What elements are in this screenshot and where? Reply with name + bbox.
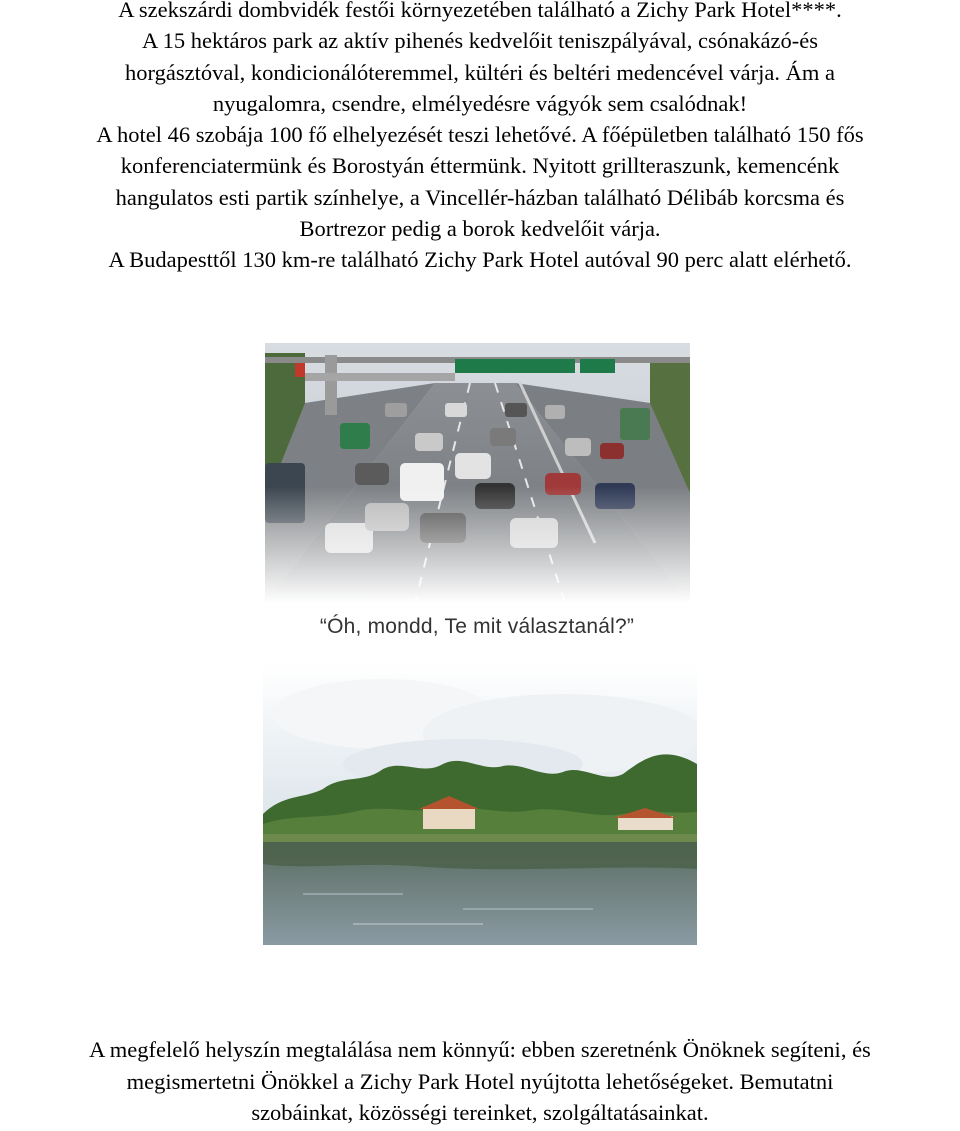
outro-text bbox=[0, 1034, 960, 1129]
intro-line: nyugalomra, csendre, elmélyedésre vágyók sem csalódnak! bbox=[212, 90, 748, 116]
outro-line: megismertetni Önökkel a Zichy Park Hotel nyújtotta lehetőségeket. Bemutatni bbox=[126, 1068, 834, 1094]
caption: “Óh, mondd, Te mit választanál?” bbox=[319, 615, 635, 638]
intro-line: horgásztóval, kondicionálóteremmel, kültéri és beltéri medencével várja. Ám a bbox=[125, 59, 835, 85]
intro-text bbox=[0, 0, 960, 276]
intro-line: Bortrezor pedig a borok kedvelőit várja. bbox=[299, 216, 661, 242]
intro-line: hangulatos esti partik színhelye, a Vincellér-házban található Délibáb korcsma és bbox=[115, 184, 845, 210]
intro-line: A Budapesttől 130 km-re található Zichy Park Hotel autóval 90 perc alatt elérhető. bbox=[108, 247, 852, 273]
traffic-jam-photo bbox=[265, 343, 690, 603]
intro-line: A 15 hektáros park az aktív pihenés kedvelőit teniszpályával, csónakázó-és bbox=[141, 28, 818, 54]
intro-line: konferenciatermünk és Borostyán éttermünk. Nyitott grillteraszunk, kemencénk bbox=[120, 153, 840, 179]
outro-line: A megfelelő helyszín megtalálása nem könnyű: ebben szeretnénk Önöknek segíteni, és bbox=[89, 1037, 871, 1062]
intro-line: A szekszárdi dombvidék festői környezetében található a Zichy Park Hotel****. bbox=[118, 0, 842, 22]
lake-hotel-photo bbox=[263, 664, 697, 945]
outro-line: szobáinkat, közösségi tereinket, szolgáltatásainkat. bbox=[251, 1100, 709, 1125]
intro-line: A hotel 46 szobája 100 fő elhelyezését teszi lehetővé. A főépületben található 150 fős bbox=[96, 122, 864, 148]
